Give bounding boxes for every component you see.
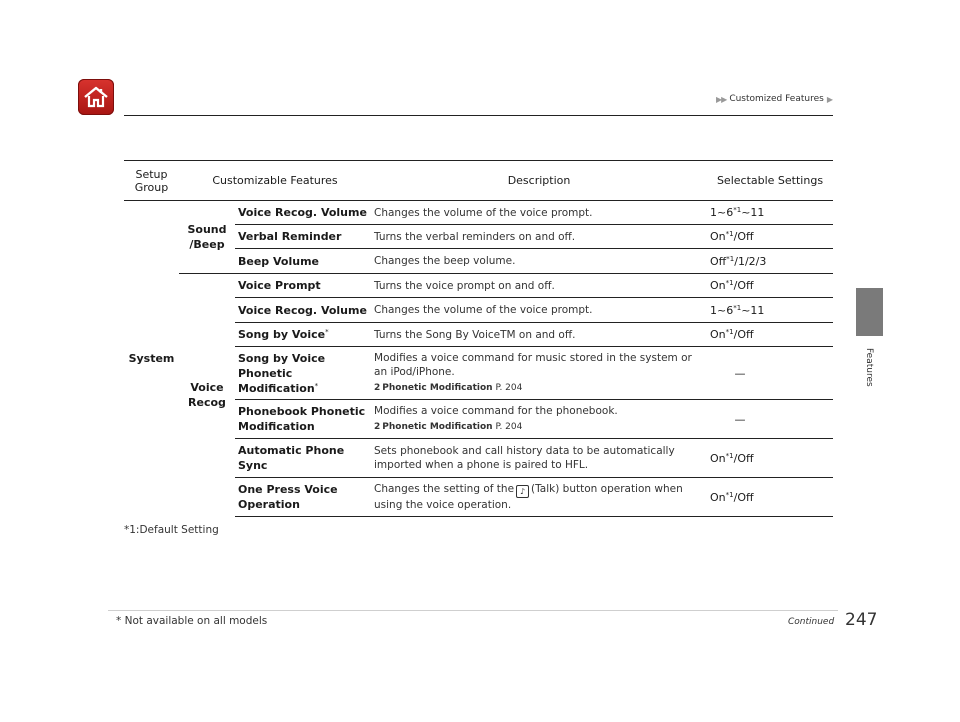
feature-setting: On$^{*1}$/Off (707, 323, 833, 347)
footer-divider (108, 610, 838, 611)
talk-button-icon: ♪ (516, 485, 529, 498)
home-icon (83, 85, 109, 109)
header-divider (124, 115, 833, 116)
feature-description: Changes the volume of the voice prompt. (371, 201, 707, 225)
chapter-tab[interactable] (856, 288, 883, 336)
feature-description-cell (371, 347, 707, 400)
breadcrumb-link[interactable]: Customized Features (729, 94, 824, 104)
feature-description: Modifies a voice command for the phonebook. (374, 405, 618, 417)
table-row (124, 274, 833, 298)
feature-setting: — (707, 400, 833, 439)
subgroup-sound: Sound /Beep (179, 201, 235, 274)
continued-label: Continued (788, 617, 835, 627)
reference-label: Phonetic Modification (382, 422, 493, 432)
feature-description-end: (Talk) button operation when using the voice operation. (374, 483, 683, 511)
feature-setting: On$^{*1}$/Off (707, 439, 833, 478)
reference-label: Phonetic Modification (382, 383, 493, 393)
feature-description: Sets phonebook and call history data to be automatically imported when a phone is paired to HFL. (371, 439, 707, 478)
subgroup-voice: Voice Recog (188, 381, 226, 410)
breadcrumb-arrow-icon: ▶▶ (716, 94, 727, 104)
feature-description-cell (371, 400, 707, 439)
feature-description: Changes the beep volume. (371, 249, 707, 274)
feature-name: Voice Recog. Volume (235, 298, 371, 323)
cross-reference[interactable] (374, 381, 704, 395)
feature-description: Modifies a voice command for music stored in the system or an iPod/iPhone. (374, 352, 692, 378)
feature-description-cell (371, 478, 707, 517)
reference-page: P. 204 (495, 383, 523, 393)
feature-setting: On$^{*1}$/Off (707, 274, 833, 298)
col-header-setup-group: Setup Group (124, 161, 179, 201)
feature-description: Turns the Song By VoiceTM on and off. (371, 323, 707, 347)
col-header-features: Customizable Features (179, 161, 371, 201)
feature-name: Verbal Reminder (235, 225, 371, 249)
reference-arrow-icon: 2 (374, 383, 381, 393)
feature-setting: 1~6$^{*1}$~11 (707, 201, 833, 225)
col-header-settings: Selectable Settings (707, 161, 833, 201)
feature-name: Automatic Phone Sync (235, 439, 371, 478)
feature-setting: 1~6$^{*1}$~11 (707, 298, 833, 323)
availability-footnote: * Not available on all models (116, 615, 268, 627)
customized-features-table (124, 160, 833, 517)
default-setting-footnote: *1:Default Setting (124, 524, 219, 536)
feature-description: Turns the verbal reminders on and off. (371, 225, 707, 249)
page-number: 247 (845, 610, 878, 630)
home-button[interactable] (78, 79, 114, 115)
feature-description-start: Changes the setting of the (374, 483, 515, 495)
table-row (124, 201, 833, 225)
feature-name: Voice Recog. Volume (235, 201, 371, 225)
chapter-tab-label: Features (864, 348, 874, 387)
feature-name: Song by Voice* (235, 323, 371, 347)
cross-reference[interactable] (374, 420, 704, 434)
feature-name: Beep Volume (235, 249, 371, 274)
feature-description: Changes the volume of the voice prompt. (371, 298, 707, 323)
breadcrumb (716, 94, 832, 104)
feature-name: One Press Voice Operation (235, 478, 371, 517)
setup-group: System (128, 352, 175, 366)
feature-setting: — (707, 347, 833, 400)
breadcrumb-arrow-icon: ▶ (826, 94, 832, 104)
feature-name: Phonebook Phonetic Modification (235, 400, 371, 439)
feature-name: Song by Voice Phonetic Modification* (235, 347, 371, 400)
reference-arrow-icon: 2 (374, 422, 381, 432)
feature-description: Turns the voice prompt on and off. (371, 274, 707, 298)
col-header-description: Description (371, 161, 707, 201)
feature-setting: On$^{*1}$/Off (707, 225, 833, 249)
feature-name: Voice Prompt (235, 274, 371, 298)
feature-setting: Off$^{*1}$/1/2/3 (707, 249, 833, 274)
feature-setting: On$^{*1}$/Off (707, 478, 833, 517)
reference-page: P. 204 (495, 422, 523, 432)
